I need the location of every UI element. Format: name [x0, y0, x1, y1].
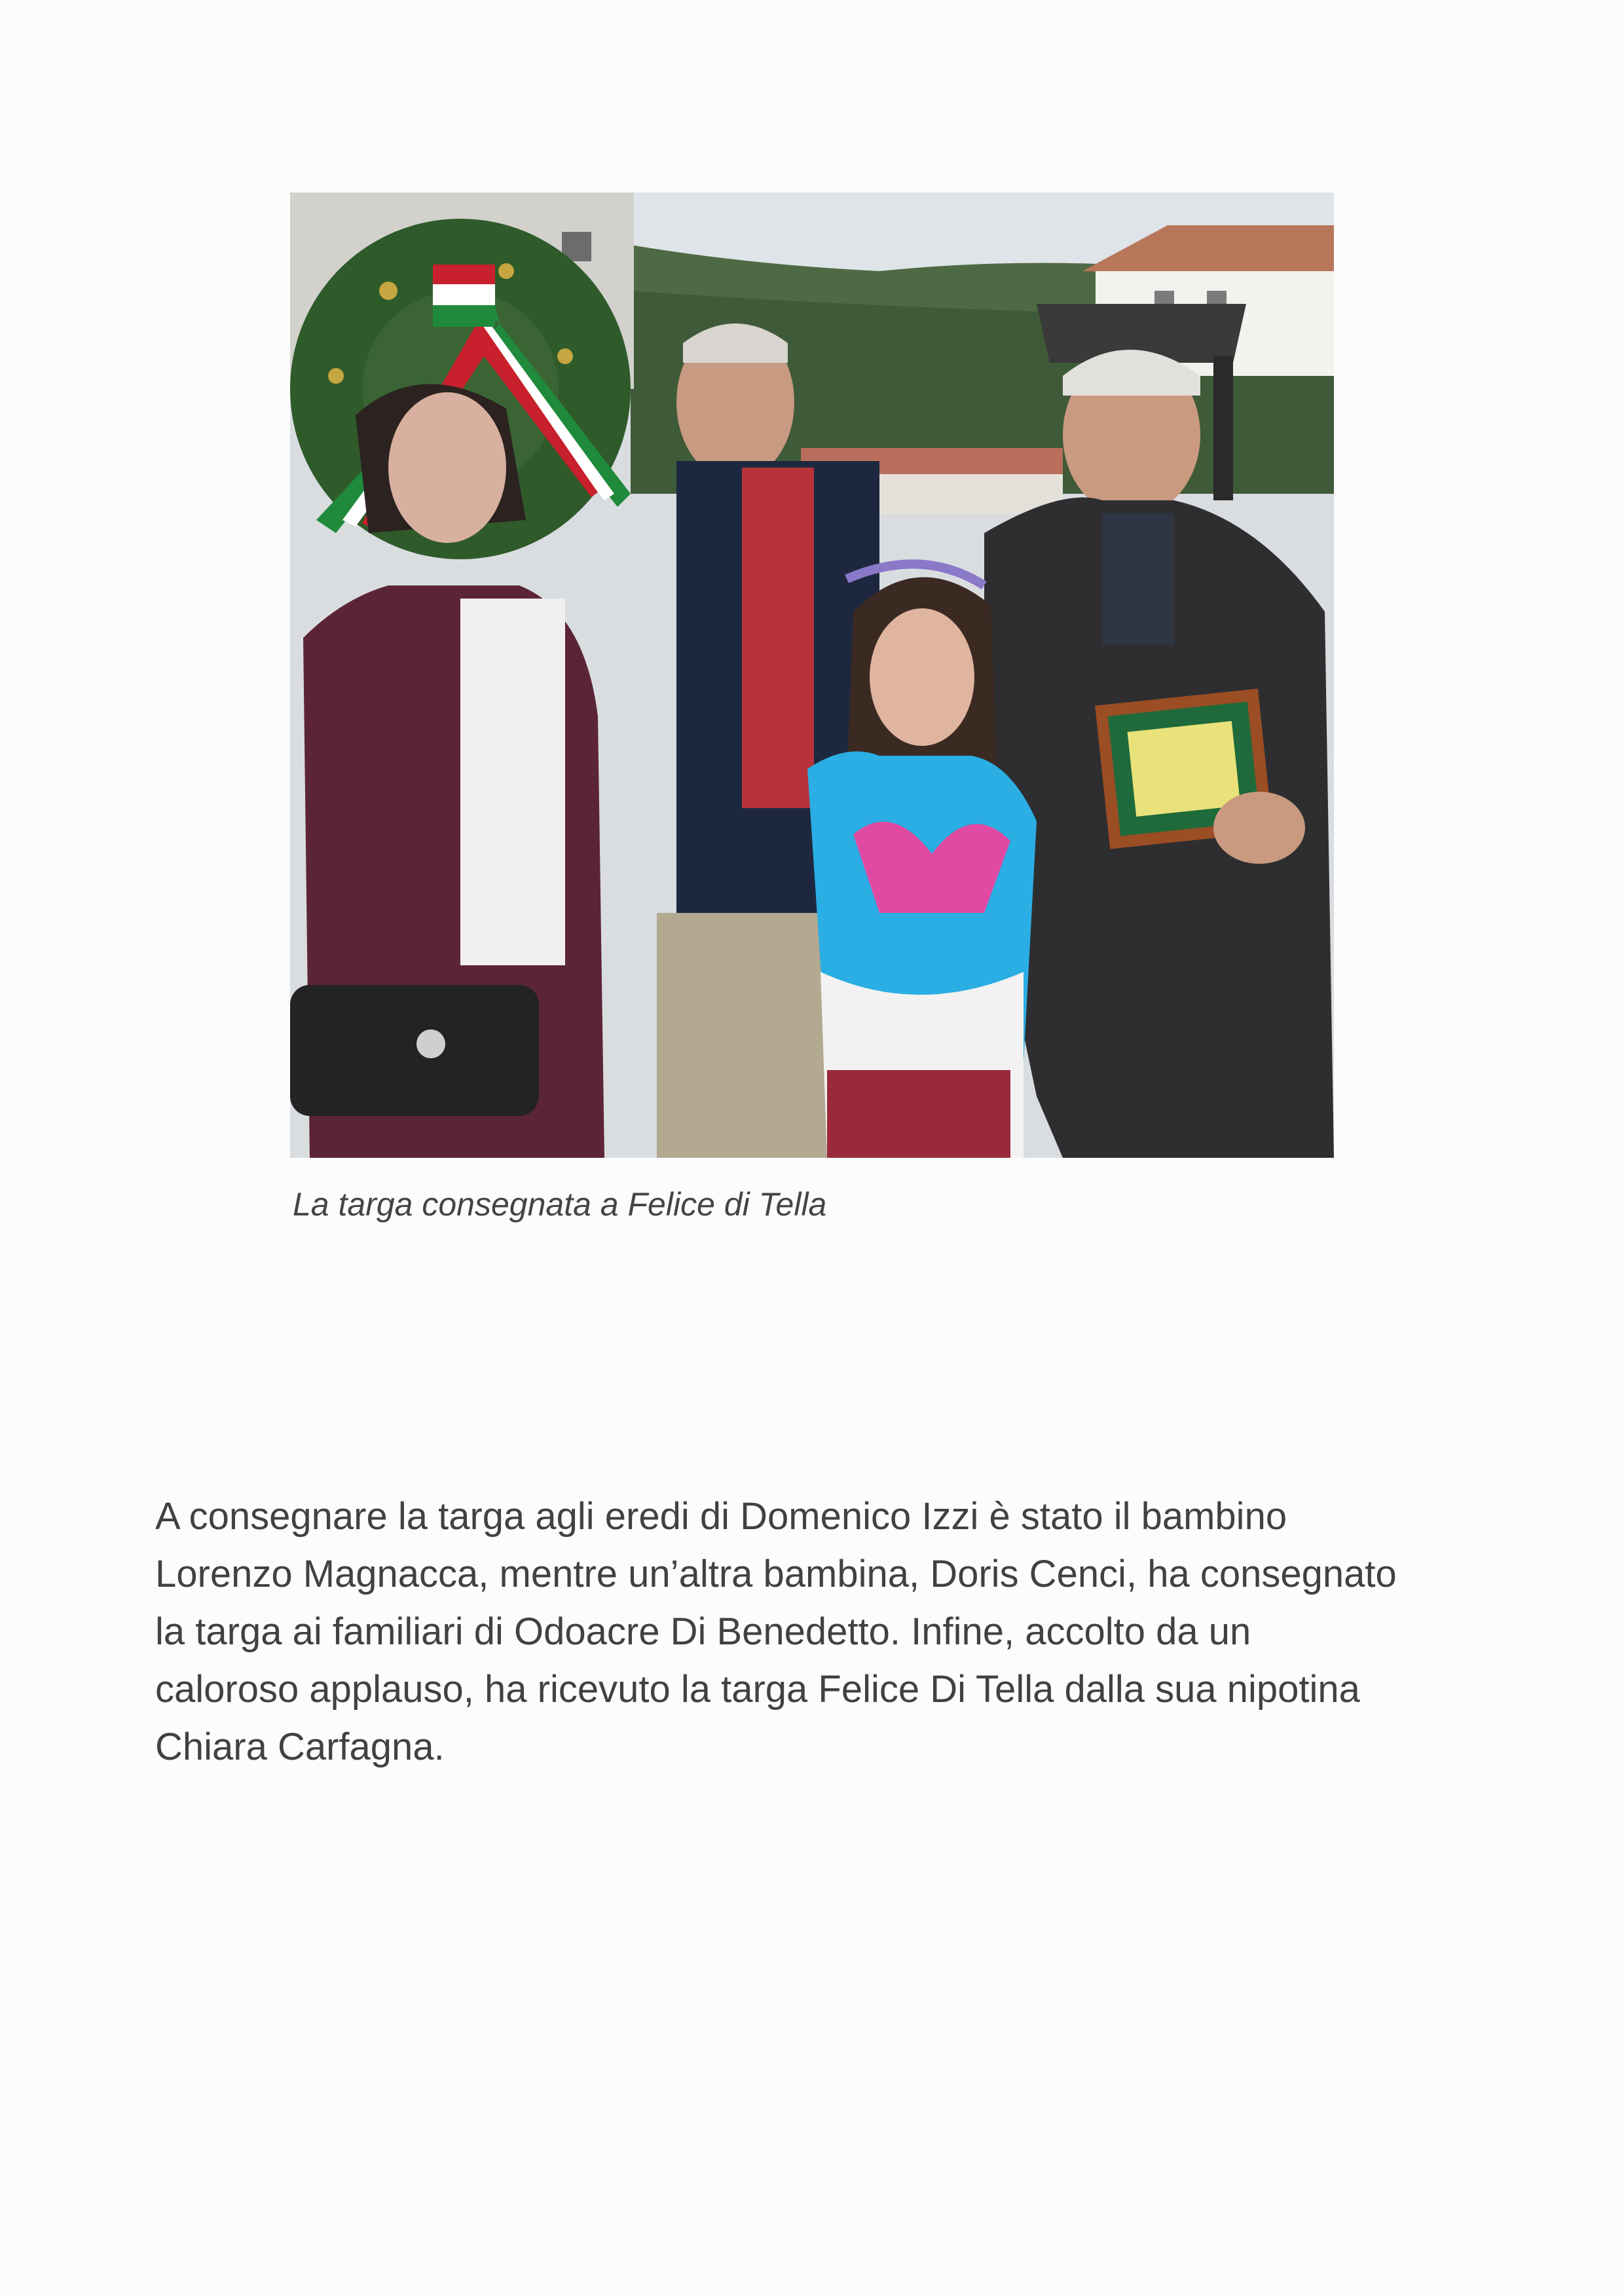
paragraph-line: la targa ai familiari di Odoacre Di Benedetto. Infine, accolto da un: [155, 1610, 1251, 1653]
paragraph-line: A consegnare la targa agli eredi di Domenico Izzi è stato il bambino: [155, 1495, 1287, 1538]
paragraph-line: Lorenzo Magnacca, mentre un’altra bambina, Doris Cenci, ha consegnato: [155, 1553, 1397, 1595]
article-paragraph: [155, 1488, 1504, 1776]
paragraph-line: Chiara Carfagna.: [155, 1726, 445, 1768]
photo-caption: La targa consegnata a Felice di Tella: [293, 1186, 827, 1223]
paragraph-line: caloroso applauso, ha ricevuto la targa Felice Di Tella dalla sua nipotina: [155, 1668, 1360, 1711]
ceremony-photo: [290, 193, 1334, 1158]
